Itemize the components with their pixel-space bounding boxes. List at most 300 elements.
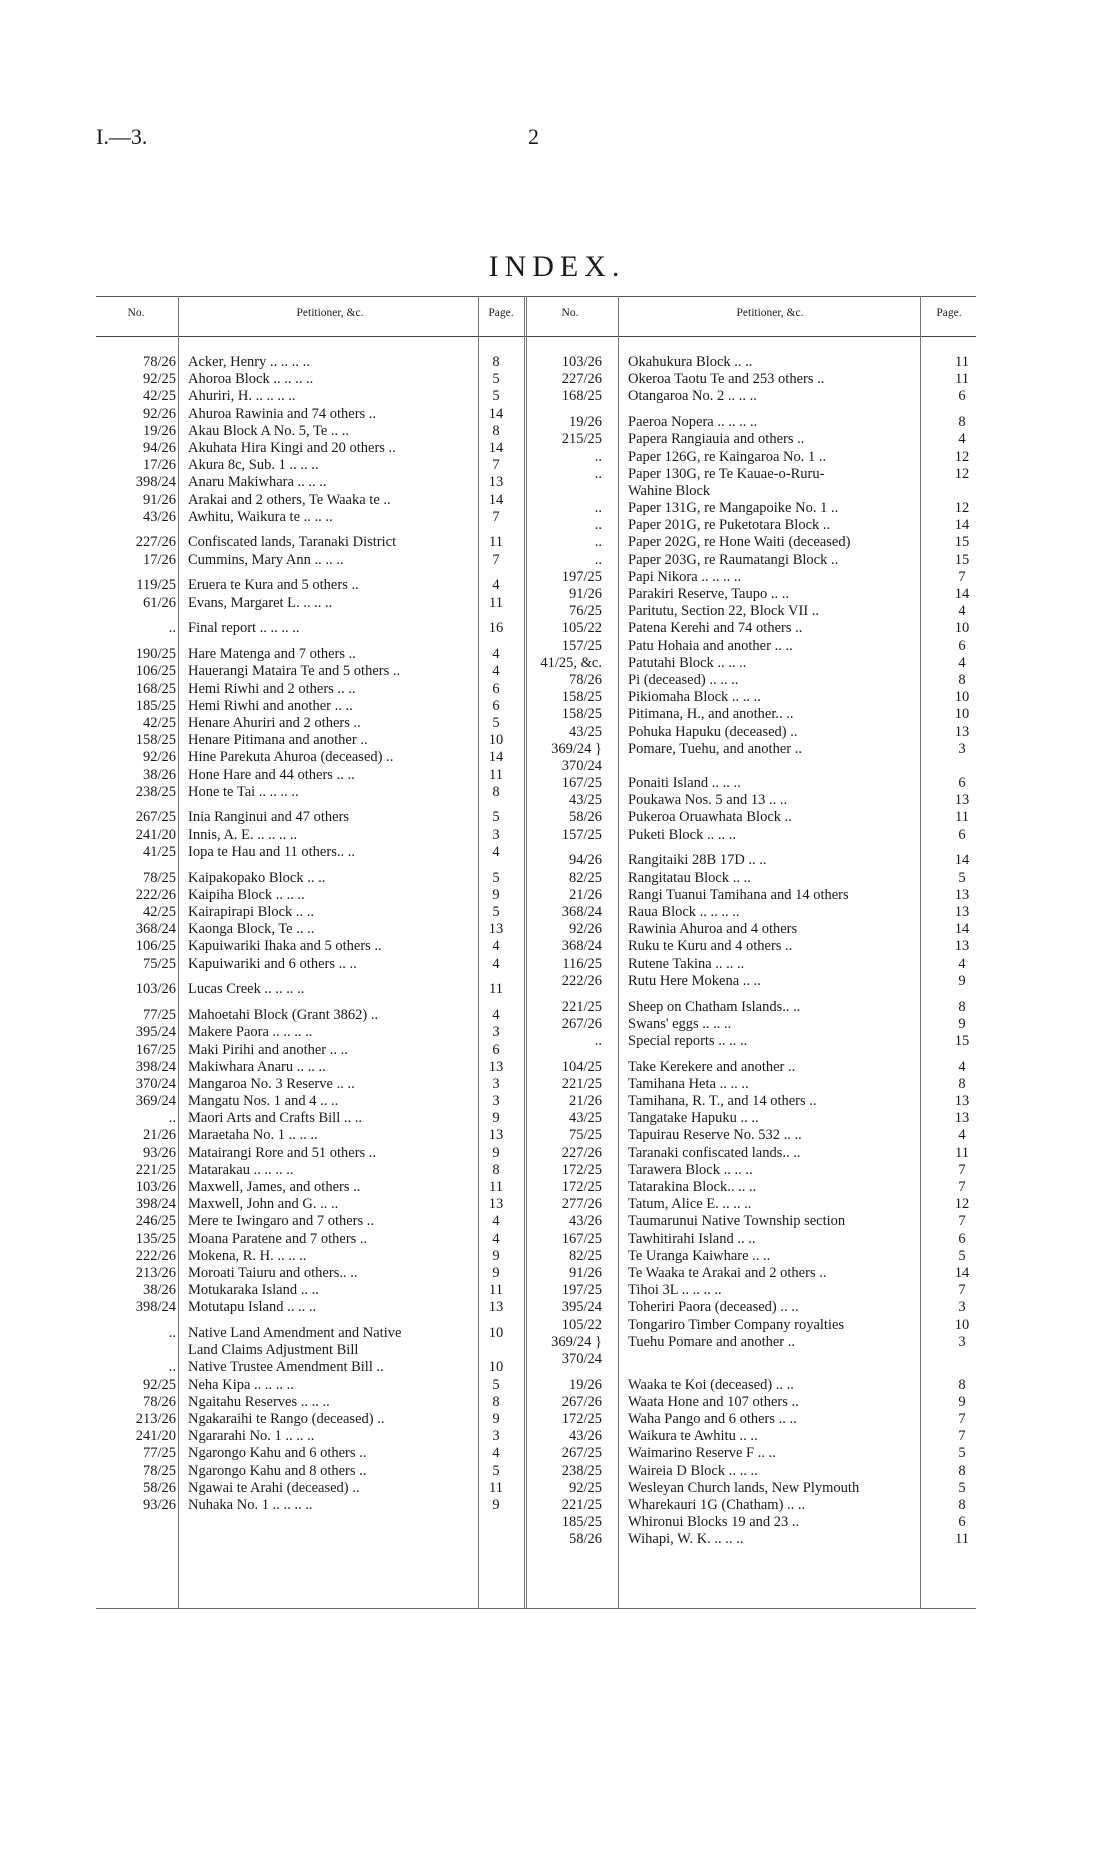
entry-number: 277/26 [561,1196,602,1213]
entry-name: Whironui Blocks 19 and 23 .. [628,1514,800,1531]
entry-name: Patu Hohaia and another .. .. [628,637,793,654]
entry-number: 82/25 [568,1247,602,1264]
entry-page: 6 [492,1041,500,1058]
page-title: INDEX. [488,250,626,283]
entry-page: 9 [492,886,500,903]
entry-name: Papera Rangiauia and others .. [628,431,805,448]
entry-page: 11 [955,371,969,388]
entry-number: 19/26 [568,1376,602,1393]
entry-name: Henare Ahuriri and 2 others .. [188,714,361,731]
entry-number: 395/24 [561,1299,602,1316]
entry-number: 221/25 [561,998,602,1015]
entry-name: Mangatu Nos. 1 and 4 .. .. [188,1093,339,1110]
header-petitioner-left: Petitioner, &c. [296,307,364,319]
entry-page: 6 [958,1514,966,1531]
entry-page: 5 [492,714,500,731]
entry-page: 8 [958,414,966,431]
column-divider [178,296,179,1608]
entry-number: 103/26 [561,354,602,370]
entry-number: 167/25 [135,1041,176,1058]
entry-page: 5 [492,388,500,405]
entry-page: 14 [488,749,504,766]
entry-number: 369/24 [135,1093,176,1110]
entry-number: 43/25 [568,792,602,809]
entry-name: Motutapu Island .. .. .. [188,1299,317,1316]
entry-number: 78/25 [142,869,176,886]
entry-page: 9 [492,1264,500,1281]
entry-number: 75/25 [568,1127,602,1144]
entry-number: 43/25 [568,723,602,740]
entry-name: Moroati Taiuru and others.. .. [188,1264,358,1281]
entry-page: 15 [954,534,970,551]
entry-page: 8 [958,671,966,688]
entry-number: 42/25 [142,714,176,731]
entry-number: 58/26 [142,1479,176,1496]
entry-name: Okahukura Block .. .. [628,354,753,370]
entry-name: Mangaroa No. 3 Reserve .. .. [188,1075,355,1092]
entry-name: Iopa te Hau and 11 others.. .. [188,843,355,860]
entry-number: 227/26 [561,1144,602,1161]
entry-number: 368/24 [135,921,176,938]
entry-number: 91/26 [142,491,176,508]
entry-name: Otangaroa No. 2 .. .. .. [628,388,757,405]
entry-name: Waimarino Reserve F .. .. [628,1445,776,1462]
entry-page: 15 [954,1032,970,1049]
entry-name: Akau Block A No. 5, Te .. .. [188,422,350,439]
entry-page: 6 [958,1230,966,1247]
entry-page: 7 [958,1428,966,1445]
entry-number: 58/26 [568,809,602,826]
entry-page: 14 [954,852,970,869]
entry-name: Hauerangi Mataira Te and 5 others .. [188,663,401,680]
entry-page: 4 [492,1445,500,1462]
entry-number: 267/25 [135,809,176,826]
entry-name: Akura 8c, Sub. 1 .. .. .. [188,457,319,474]
entry-name: Final report .. .. .. .. [188,620,300,637]
entry-name: Akuhata Hira Kingi and 20 others .. [188,439,396,456]
entry-number: 368/24 [561,938,602,955]
entry-name: Tatarakina Block.. .. .. [628,1179,757,1195]
entry-number: .. [594,551,602,568]
entry-page: 5 [958,1247,966,1264]
entry-name: Ahoroa Block .. .. .. .. [188,371,314,388]
entry-number: .. [594,1032,602,1049]
table-bottom-rule [96,1608,976,1609]
entry-page: 7 [958,1411,966,1428]
entry-name: Paper 131G, re Mangapoike No. 1 .. [628,500,839,517]
page-number: 2 [528,124,539,149]
entry-page: 15 [954,551,970,568]
entry-number: 19/26 [142,422,176,439]
entry-page: 6 [958,826,966,843]
entry-page: 3 [492,1428,500,1445]
entry-page: 7 [492,551,500,568]
entry-page: 4 [492,1230,500,1247]
entry-name: Paeroa Nopera .. .. .. .. [628,414,758,431]
entry-page: 8 [492,1393,500,1410]
entry-number: 103/26 [135,1179,176,1195]
entry-name: Tuehu Pomare and another .. [628,1333,795,1350]
entry-name: Wesleyan Church lands, New Plymouth [628,1479,860,1496]
entry-name: Motukaraka Island .. .. [188,1282,319,1299]
entry-name: Native Land Amendment and Native [188,1325,402,1342]
entry-name: Tarawera Block .. .. .. [628,1161,753,1178]
entry-page: 3 [492,1075,500,1092]
entry-number: 185/25 [135,697,176,714]
entry-page: 4 [958,603,966,620]
entry-name: Matarakau .. .. .. .. [188,1161,294,1178]
entry-number: 94/26 [568,852,602,869]
entry-name: Rawinia Ahuroa and 4 others [628,921,798,938]
entry-page: 8 [958,1376,966,1393]
entry-page: 4 [492,955,500,972]
entry-name: Puketi Block .. .. .. [628,826,736,843]
entry-page: 9 [492,1496,500,1513]
entry-page: 10 [954,620,970,637]
entry-name: Hare Matenga and 7 others .. [188,646,356,663]
entry-page: 13 [954,886,970,903]
entry-name: Paritutu, Section 22, Block VII .. [628,603,820,620]
entry-number: 267/26 [561,1015,602,1032]
entry-number: 213/26 [135,1411,176,1428]
entry-page: 12 [954,500,970,517]
entry-name: Ponaiti Island .. .. .. [628,775,741,792]
entry-page: 10 [488,1325,504,1342]
entry-number: 43/26 [142,508,176,525]
entry-number: 246/25 [135,1213,176,1230]
entry-name: Maxwell, James, and others .. [188,1179,361,1195]
entry-name: Moana Paratene and 7 others .. [188,1230,368,1247]
entry-name: Inia Ranginui and 47 others [188,809,350,826]
entry-number: 104/25 [561,1058,602,1075]
entry-number: 215/25 [561,431,602,448]
entry-page: 8 [492,422,500,439]
entry-number: 58/26 [568,1531,602,1548]
entry-name: Confiscated lands, Taranaki District [188,534,397,551]
entry-name: Native Trustee Amendment Bill .. [188,1359,384,1376]
entry-name: Te Uranga Kaiwhare .. .. [628,1247,771,1264]
entry-number: 91/26 [568,1264,602,1281]
entry-name: Lucas Creek .. .. .. .. [188,981,305,998]
entry-name: Anaru Makiwhara .. .. .. [188,474,327,491]
entry-name: Parakiri Reserve, Taupo .. .. [628,586,789,603]
entry-number: 238/25 [561,1462,602,1479]
entry-page: 13 [488,1196,504,1213]
entry-page: 13 [488,921,504,938]
entry-name: Pomare, Tuehu, and another .. [628,740,802,757]
entry-number: 135/25 [135,1230,176,1247]
entry-page: 4 [492,1007,500,1024]
entry-number: 157/25 [561,637,602,654]
entry-name: Poukawa Nos. 5 and 13 .. .. [628,792,788,809]
entry-name: Maraetaha No. 1 .. .. .. [188,1127,318,1144]
entry-name: Mokena, R. H. .. .. .. [188,1247,307,1264]
entry-number: 369/24 } [551,1333,602,1350]
entry-name: Ruku te Kuru and 4 others .. [628,938,793,955]
entry-page: 12 [954,1196,970,1213]
entry-name: Maori Arts and Crafts Bill .. .. [188,1110,362,1127]
entry-number: 158/25 [561,706,602,723]
entry-number: 42/25 [142,388,176,405]
entry-page: 9 [492,1411,500,1428]
page-id: I.—3. [96,124,148,149]
entry-name: Evans, Margaret L. .. .. .. [188,594,333,611]
entry-name: Toheriri Paora (deceased) .. .. [628,1299,799,1316]
entry-number: 61/26 [142,594,176,611]
entry-number: 370/24 [561,1350,602,1367]
entry-page: 9 [958,1015,966,1032]
entry-page: 3 [958,1299,966,1316]
entry-page: 5 [492,371,500,388]
entry-number: 168/25 [561,388,602,405]
entry-number: 92/26 [568,921,602,938]
entry-name: Pitimana, H., and another.. .. [628,706,794,723]
table-header-rule [96,336,976,337]
entry-page: 11 [489,1479,503,1496]
entry-name: Rangitatau Block .. .. [628,869,751,886]
entry-name: Ngawai te Arahi (deceased) .. [188,1479,360,1496]
entry-page: 8 [492,783,500,800]
entry-number: 158/25 [561,689,602,706]
entry-number: 92/26 [142,749,176,766]
entry-page: 3 [492,1093,500,1110]
entry-name: Hine Parekuta Ahuroa (deceased) .. [188,749,394,766]
entry-page: 4 [958,955,966,972]
entry-number: 41/25 [142,843,176,860]
entry-name: Rangitaiki 28B 17D .. .. [628,852,767,869]
entry-number: 91/26 [568,586,602,603]
entry-number: 43/26 [568,1213,602,1230]
entry-name: Tongariro Timber Company royalties [628,1316,845,1333]
entry-page: 10 [488,732,504,749]
entry-page: 5 [492,1376,500,1393]
entry-page: 7 [958,1282,966,1299]
entry-name: Te Waaka te Arakai and 2 others .. [628,1264,827,1281]
entry-number: 103/26 [135,981,176,998]
entry-page: 11 [489,594,503,611]
entry-page: 14 [954,517,970,534]
entry-page: 6 [958,775,966,792]
entry-page: 5 [958,1445,966,1462]
entry-number: 119/25 [136,577,176,594]
entry-page: 5 [492,1462,500,1479]
entry-page: 13 [954,1093,970,1110]
entry-number: .. [168,1110,176,1127]
entry-name: Kapuiwariki Ihaka and 5 others .. [188,938,382,955]
entry-page: 10 [954,689,970,706]
entry-number: 369/24 } [551,740,602,757]
entry-page: 5 [492,809,500,826]
entry-page: 14 [488,439,504,456]
entry-number: 105/22 [561,620,602,637]
entry-page: 5 [492,869,500,886]
entry-number: 92/25 [142,371,176,388]
entry-name: Arakai and 2 others, Te Waaka te .. [188,491,391,508]
entry-number: 106/25 [135,938,176,955]
entry-page: 4 [492,646,500,663]
entry-name: Ngararahi No. 1 .. .. .. [188,1428,315,1445]
entry-page: 10 [488,1359,504,1376]
entry-number: 267/26 [561,1393,602,1410]
entry-page: 5 [492,904,500,920]
entry-number: 78/26 [568,671,602,688]
entry-name: Waikura te Awhitu .. .. [628,1428,758,1445]
entry-number: 222/26 [561,972,602,989]
entry-name: Nuhaka No. 1 .. .. .. .. [188,1496,313,1513]
entry-number: 92/25 [142,1376,176,1393]
entry-number: 77/25 [142,1007,176,1024]
entry-page: 13 [954,723,970,740]
entry-name: Tangatake Hapuku .. .. [628,1110,759,1127]
entry-name: Neha Kipa .. .. .. .. [188,1376,294,1393]
entry-number: 398/24 [135,1299,176,1316]
entry-name: Special reports .. .. .. [628,1032,748,1049]
entry-page: 14 [488,405,504,422]
entry-name: Waata Hone and 107 others .. [628,1393,799,1410]
entry-number: 76/25 [568,603,602,620]
entry-number: 227/26 [561,371,602,388]
entry-name: Acker, Henry .. .. .. .. [188,354,310,370]
entry-name: Patena Kerehi and 74 others .. [628,620,803,637]
entry-number: 158/25 [135,732,176,749]
entry-name: Paper 130G, re Te Kauae-o-Ruru- [628,465,825,482]
entry-number: 167/25 [561,1230,602,1247]
entry-number: 94/26 [142,439,176,456]
column-divider [618,296,619,1608]
entry-page: 11 [955,809,969,826]
entry-name: Rutu Here Mokena .. .. [628,972,761,989]
entry-number: 395/24 [135,1024,176,1041]
entry-page: 13 [488,1299,504,1316]
entry-number: 227/26 [135,534,176,551]
entry-name: Waha Pango and 6 others .. .. [628,1411,797,1428]
entry-number: 168/25 [135,680,176,697]
entry-page: 13 [954,904,970,920]
entry-page: 6 [492,697,500,714]
entry-number: 116/25 [562,955,602,972]
entry-page: 9 [492,1110,500,1127]
entry-name: Maxwell, John and G. .. .. [188,1196,339,1213]
entry-name: Ahuroa Rawinia and 74 others .. [188,405,377,422]
entry-page: 7 [958,1179,966,1195]
entry-number: 77/25 [142,1445,176,1462]
header-petitioner-right: Petitioner, &c. [736,307,804,319]
entry-page: 13 [954,792,970,809]
entry-name: Matairangi Rore and 51 others .. [188,1144,377,1161]
entry-page: 4 [492,938,500,955]
entry-page: 5 [958,1479,966,1496]
entry-number: 78/26 [142,354,176,370]
entry-name: Papi Nikora .. .. .. .. [628,568,742,585]
entry-number: 43/26 [568,1428,602,1445]
entry-page: 16 [488,620,504,637]
entry-name: Tapuirau Reserve No. 532 .. .. [628,1127,802,1144]
entry-page: 4 [958,1058,966,1075]
entry-number: 241/20 [135,826,176,843]
entry-name: Sheep on Chatham Islands.. .. [628,998,801,1015]
entry-name: Kaipakopako Block .. .. [188,869,326,886]
entry-name: Raua Block .. .. .. .. [628,904,740,920]
entry-name: Kapuiwariki and 6 others .. .. [188,955,357,972]
entry-name: Ngarongo Kahu and 8 others .. [188,1462,367,1479]
entry-page: 14 [954,1264,970,1281]
entry-name: Paper 202G, re Hone Waiti (deceased) [628,534,851,551]
entry-number: 42/25 [142,904,176,920]
entry-number: 398/24 [135,1196,176,1213]
entry-name: Paper 126G, re Kaingaroa No. 1 .. [628,448,827,465]
entry-number: .. [594,517,602,534]
entry-page: 5 [958,869,966,886]
entry-number: 221/25 [135,1161,176,1178]
entry-page: 8 [958,1496,966,1513]
entry-number: 21/26 [568,1093,602,1110]
entry-page: 9 [492,1144,500,1161]
entry-page: 8 [492,354,500,370]
entry-name: Mere te Iwingaro and 7 others .. [188,1213,375,1230]
entry-number: 241/20 [135,1428,176,1445]
entry-number: .. [168,620,176,637]
entry-page: 14 [954,921,970,938]
entry-number: 21/26 [568,886,602,903]
header-page-left: Page. [488,307,514,319]
header-no-left: No. [127,307,145,319]
entry-name: Take Kerekere and another .. [628,1058,796,1075]
entry-page: 9 [958,1393,966,1410]
entry-page: 13 [954,938,970,955]
entry-name: Ahuriri, H. .. .. .. .. [188,388,296,405]
entry-name: Wahine Block [628,482,711,499]
entry-number: 370/24 [561,757,602,774]
entry-number: 92/25 [568,1479,602,1496]
entry-number: .. [168,1325,176,1342]
entry-name: Ngaitahu Reserves .. .. .. [188,1393,330,1410]
entry-number: 93/26 [142,1144,176,1161]
entry-number: 185/25 [561,1514,602,1531]
entry-page: 12 [954,448,970,465]
entry-name: Swans' eggs .. .. .. [628,1015,732,1032]
entry-number: .. [594,465,602,482]
entry-page: 9 [958,972,966,989]
entry-page: 11 [955,1144,969,1161]
entry-page: 14 [488,491,504,508]
entry-name: Kaonga Block, Te .. .. [188,921,315,938]
entry-number: 213/26 [135,1264,176,1281]
entry-number: 172/25 [561,1179,602,1195]
entry-number: 78/25 [142,1462,176,1479]
entry-number: 43/25 [568,1110,602,1127]
entry-name: Makiwhara Anaru .. .. .. [188,1058,326,1075]
entry-name: Eruera te Kura and 5 others .. [188,577,359,594]
header-page-right: Page. [936,307,962,319]
entry-number: 222/26 [135,1247,176,1264]
entry-number: .. [594,500,602,517]
entry-page: 10 [954,1316,970,1333]
entry-number: .. [594,448,602,465]
entry-page: 9 [492,1247,500,1264]
entry-name: Rutene Takina .. .. .. [628,955,745,972]
entry-page: 4 [958,654,966,671]
entry-number: 222/26 [135,886,176,903]
entry-name: Ngarongo Kahu and 6 others .. [188,1445,367,1462]
entry-name: Waaka te Koi (deceased) .. .. [628,1376,794,1393]
entry-name: Pohuka Hapuku (deceased) .. [628,723,798,740]
entry-page: 7 [492,508,500,525]
header-no-right: No. [561,307,579,319]
entry-page: 13 [488,1058,504,1075]
entry-page: 8 [958,1462,966,1479]
entry-name: Hone te Tai .. .. .. .. [188,783,299,800]
entry-page: 4 [492,1213,500,1230]
